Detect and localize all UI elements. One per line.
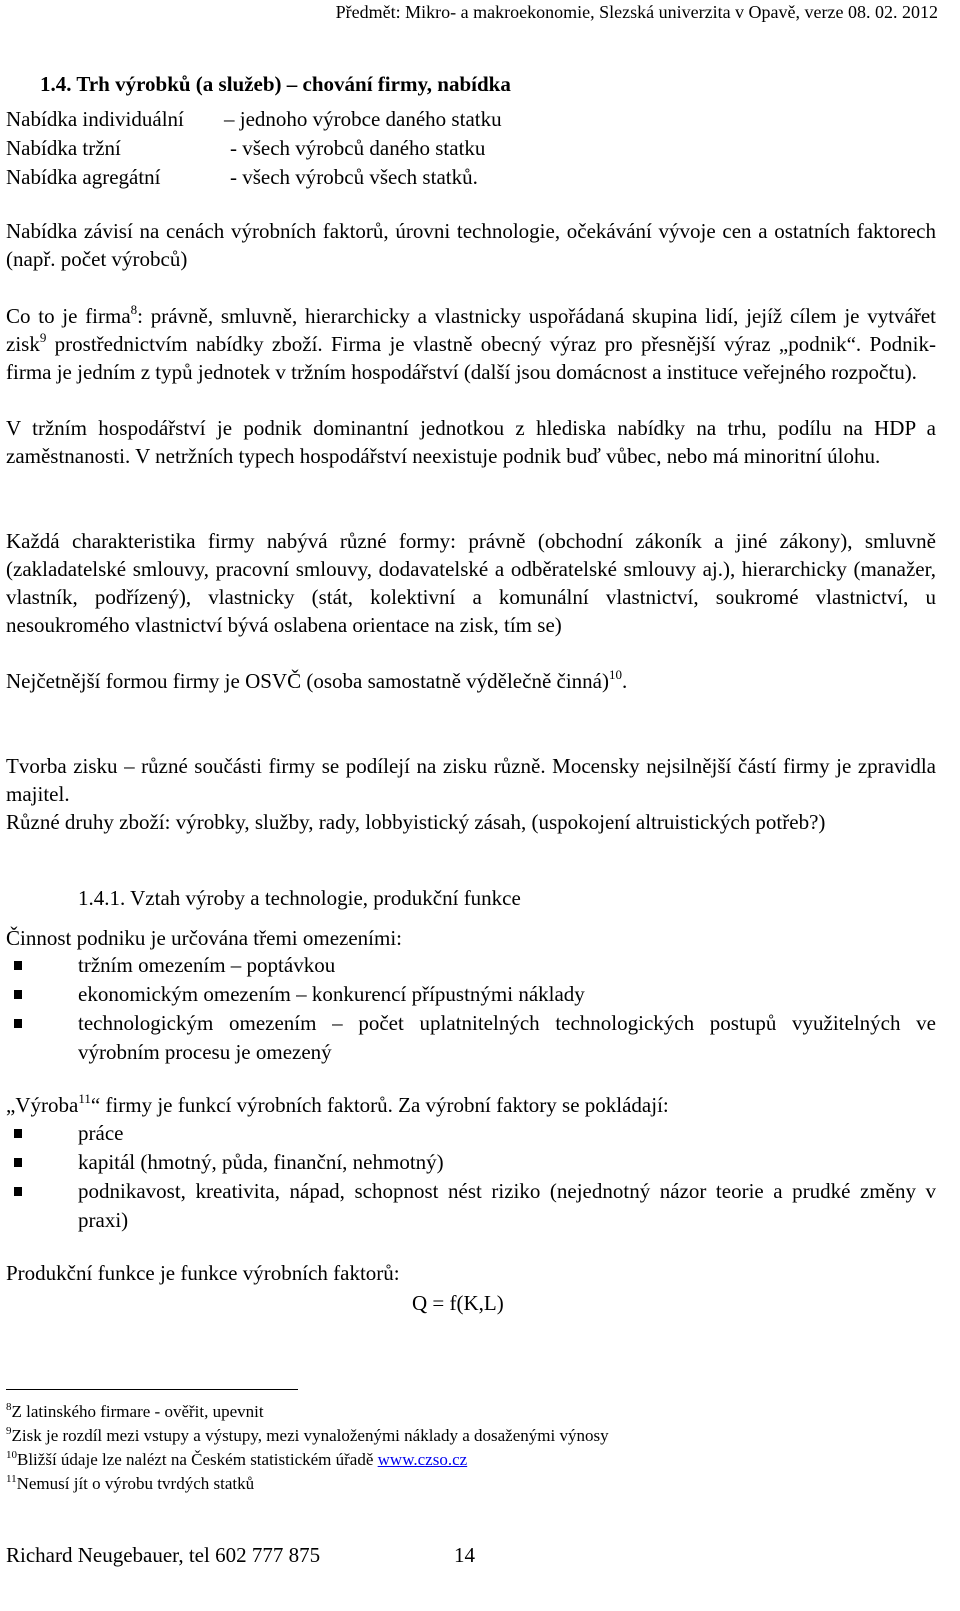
footnote-8: $^8$Z latinského firmare - ověřit, upevnit bbox=[6, 1401, 264, 1421]
factors-list bbox=[6, 1119, 936, 1235]
constraints-list bbox=[6, 951, 936, 1067]
footnote-ref-11: 11 bbox=[78, 1091, 91, 1106]
footer-author: Richard Neugebauer, tel 602 777 875 bbox=[6, 1543, 321, 1567]
footnote-10: $^{10}$Bližší údaje lze nalézt na Českém statistickém úřadě www.czso.cz bbox=[6, 1449, 468, 1469]
list-item: technologickým omezením – počet uplatnitelných technologických postupů využitelných ve výrobním procesu je omezený bbox=[6, 1009, 936, 1067]
list-item: tržním omezením – poptávkou bbox=[6, 951, 936, 980]
bullet-square-icon bbox=[14, 1129, 22, 1138]
supply-row: Nabídka agregátní - všech výrobců všech statků. bbox=[6, 165, 478, 189]
list-item: ekonomickým omezením – konkurencí přípustnými náklady bbox=[6, 980, 936, 1009]
footnote-11: $^{11}$Nemusí jít o výrobu tvrdých statků bbox=[6, 1473, 255, 1493]
factors-intro: „Výroba$^{11}$“ firmy je funkcí výrobních faktorů. Za výrobní faktory se pokládají: bbox=[6, 1091, 669, 1117]
production-intro: Produkční funkce je funkce výrobních faktorů: bbox=[6, 1261, 400, 1285]
footnote-9: $^9$Zisk je rozdíl mezi vstupy a výstupy, mezi vynaloženými náklady a dosaženými výnosy bbox=[6, 1425, 609, 1445]
paragraph-supply-factors: Nabídka závisí na cenách výrobních faktorů, úrovni technologie, očekávání vývoje cen a ostatních faktorech (např. počet výrobců) bbox=[6, 219, 936, 271]
paragraph-firm-definition: Co to je firma$^8$: právně, smluvně, hierarchicky a vlastnicky uspořádaná skupina lidí, jejíž cílem je vytvářet zisk$^9$ prostřednictvím nabídky zboží. Firma je vlastně obecný výraz pro přesnější výraz „podnik“. Podnik-firma je jedním z typů jednotek v tržním hospodářství (další jsou domácnost a instituce veřejného rozpočtu). bbox=[6, 302, 936, 384]
supply-definitions bbox=[6, 105, 936, 192]
footnote-divider bbox=[6, 1389, 298, 1390]
paragraph-profit: Tvorba zisku – různé součásti firmy se podílejí na zisku různě. Mocensky nejsilnější částí firmy je zpravidla majitel. bbox=[6, 754, 936, 806]
list-item: práce bbox=[6, 1119, 936, 1148]
bullet-square-icon bbox=[14, 1187, 22, 1196]
bullet-square-icon bbox=[14, 1019, 22, 1028]
czso-link[interactable]: www.czso.cz bbox=[377, 1450, 468, 1469]
list-item: podnikavost, kreativita, nápad, schopnost nést riziko (nejednotný názor teorie a prudké změny v praxi) bbox=[6, 1177, 936, 1235]
footnote-ref-9: 9 bbox=[39, 330, 47, 345]
paragraph-osvc: Nejčetnější formou firmy je OSVČ (osoba samostatně výdělečně činná)$^{10}$. bbox=[6, 667, 628, 693]
supply-row: Nabídka individuální – jednoho výrobce daného statku bbox=[6, 107, 502, 131]
production-function-formula: Q = f(K,L) bbox=[412, 1291, 504, 1315]
bullet-square-icon bbox=[14, 1158, 22, 1167]
page-header: Předmět: Mikro- a makroekonomie, Slezská univerzita v Opavě, verze 08. 02. 2012 bbox=[335, 2, 938, 22]
bullet-square-icon bbox=[14, 990, 22, 999]
supply-row: Nabídka tržní - všech výrobců daného statku bbox=[6, 136, 486, 160]
bullet-square-icon bbox=[14, 961, 22, 970]
page-number: 14 bbox=[454, 1543, 475, 1567]
paragraph-market-economy: V tržním hospodářství je podnik dominantní jednotkou z hlediska nabídky na trhu, podílu na HDP a zaměstnanosti. V netržních typech hospodářství neexistuje podnik buď vůbec, nebo má minoritní úlohu. bbox=[6, 416, 936, 468]
subsection-title: 1.4.1. Vztah výroby a technologie, produkční funkce bbox=[78, 886, 521, 910]
footnote-ref-10: 10 bbox=[609, 667, 622, 682]
constraints-intro: Činnost podniku je určována třemi omezeními: bbox=[6, 926, 402, 950]
page-footer bbox=[6, 1543, 475, 1568]
footnote-ref-8: 8 bbox=[130, 302, 138, 317]
list-item: kapitál (hmotný, půda, finanční, nehmotný) bbox=[6, 1148, 936, 1177]
paragraph-goods: Různé druhy zboží: výrobky, služby, rady, lobbyistický zásah, (uspokojení altruistických potřeb?) bbox=[6, 810, 826, 834]
section-title: 1.4. Trh výrobků (a služeb) – chování firmy, nabídka bbox=[40, 72, 511, 96]
paragraph-firm-forms: Každá charakteristika firmy nabývá různé formy: právně (obchodní zákoník a jiné zákony), smluvně (zakladatelské smlouvy, pracovní smlouvy, dodavatelské a odběratelské smlouvy aj.), hierarchicky (manažer, vlastník, podřízený), vlastnicky (stát, kolektivní a komunální vlastnictví, soukromé vlastnictví, u nesoukromého vlastnictví bývá oslabena orientace na zisk, tím se) bbox=[6, 529, 936, 637]
